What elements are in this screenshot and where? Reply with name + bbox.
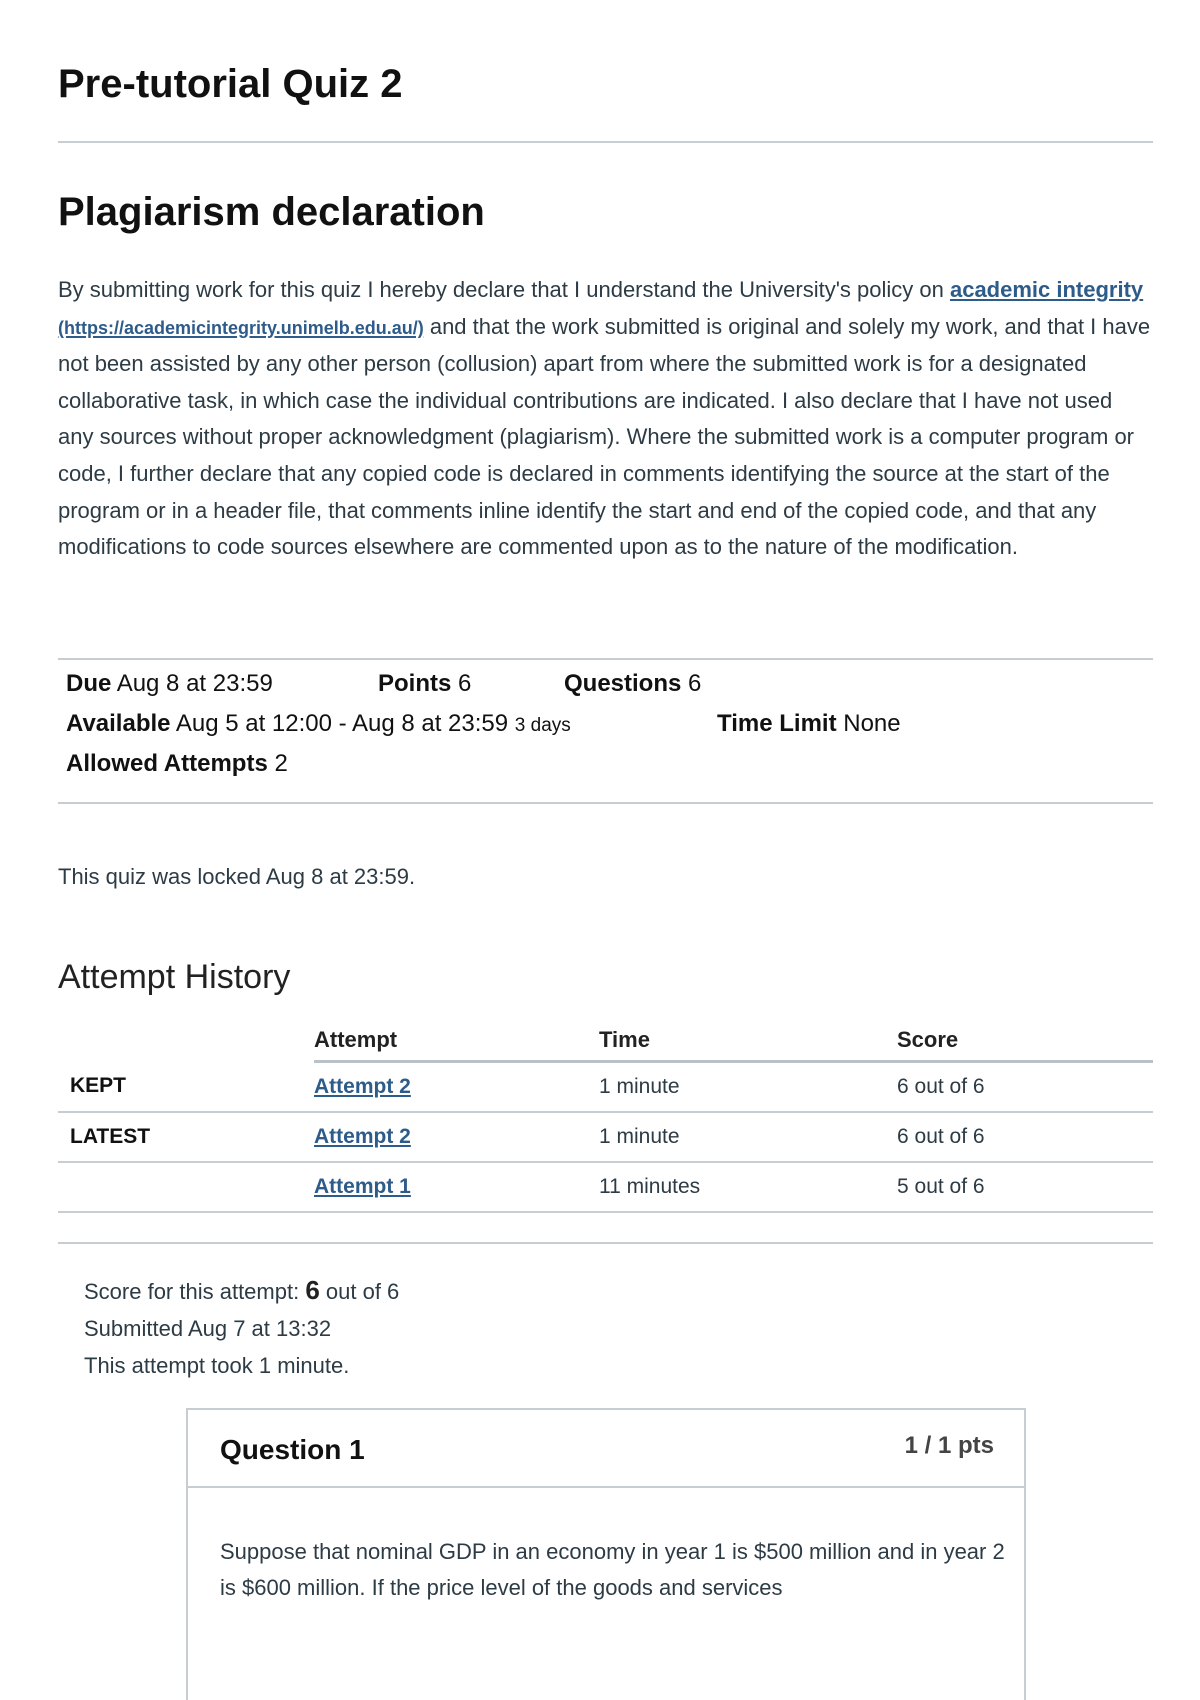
question-text: Suppose that nominal GDP in an economy in year 1 is $500 million and in year 2 is $600 million. If the price level of the goods and services [220, 1539, 1005, 1600]
attempt-time: 1 minute [599, 1112, 897, 1162]
attempt-link[interactable]: Attempt 1 [314, 1175, 411, 1198]
available-label: Available [66, 710, 171, 737]
question-title: Question 1 [220, 1434, 365, 1465]
attempt-link[interactable]: Attempt 2 [314, 1075, 411, 1098]
time-limit-value: None [843, 710, 901, 737]
column-header-time: Time [599, 1020, 897, 1062]
declaration-heading: Plagiarism declaration [58, 190, 485, 234]
column-header-attempt: Attempt [314, 1020, 599, 1062]
available-value: Aug 5 at 12:00 - Aug 8 at 23:59 [175, 710, 509, 737]
table-row [58, 1162, 1153, 1212]
question-card [186, 1408, 1026, 1700]
attempt-score: 5 out of 6 [897, 1162, 1153, 1212]
divider [58, 658, 1153, 660]
column-header-score: Score [897, 1020, 1153, 1062]
time-limit-label: Time Limit [717, 710, 837, 737]
attempt-score: 6 out of 6 [897, 1062, 1153, 1113]
divider [58, 141, 1153, 143]
time-limit-detail [717, 710, 901, 750]
allowed-attempts-label: Allowed Attempts [66, 750, 268, 777]
attempt-time: 1 minute [599, 1062, 897, 1113]
points-value: 6 [458, 670, 472, 697]
attempt-score-line [84, 1272, 399, 1310]
attempt-tag [58, 1162, 314, 1212]
attempt-score-prefix: Score for this attempt: [84, 1279, 306, 1304]
column-header-tag [58, 1020, 314, 1062]
page-title: Pre-tutorial Quiz 2 [58, 62, 403, 106]
attempt-summary [84, 1272, 399, 1384]
attempt-history-heading: Attempt History [58, 958, 291, 996]
divider [58, 1242, 1153, 1244]
divider [58, 802, 1153, 804]
due-detail [66, 670, 273, 710]
attempt-time: 11 minutes [599, 1162, 897, 1212]
due-value: Aug 8 at 23:59 [116, 670, 273, 697]
attempt-history-table [58, 1020, 1153, 1213]
attempt-cell [314, 1112, 599, 1162]
points-detail [378, 670, 471, 710]
academic-integrity-link-url: (https://academicintegrity.unimelb.edu.au/) [58, 317, 424, 338]
attempt-tag: LATEST [58, 1112, 314, 1162]
attempt-tag: KEPT [58, 1062, 314, 1113]
attempt-submitted: Submitted Aug 7 at 13:32 [84, 1316, 332, 1341]
allowed-attempts-detail [66, 750, 288, 790]
attempt-link[interactable]: Attempt 2 [314, 1125, 411, 1148]
question-points: 1 / 1 pts [904, 1432, 994, 1459]
attempt-cell [314, 1062, 599, 1113]
declaration-text [58, 272, 1153, 566]
declaration-text-after-link: and that the work submitted is original and solely my work, and that I have not been assisted by any other person (collusion) apart from where the submitted work is for a designated collaborative task, in which case the individual contributions are indicated. I also declare that I have not used any sources without proper acknowledgment (plagiarism). Where the submitted work is a computer program or code, I further declare that any copied code is declared in comments identifying the source at the start of the program or in a header file, that comments inline identify the start and end of the copied code, and that any modifications to code sources elsewhere are commented upon as to the nature of the modification. [58, 313, 1151, 560]
allowed-attempts-value: 2 [274, 750, 288, 777]
academic-integrity-link-label: academic integrity [949, 277, 1144, 302]
due-label: Due [66, 670, 112, 697]
table-header-row [58, 1020, 1153, 1062]
questions-value: 6 [688, 670, 702, 697]
attempt-cell [314, 1162, 599, 1212]
locked-notice: This quiz was locked Aug 8 at 23:59. [58, 864, 416, 889]
declaration-text-before-link: By submitting work for this quiz I hereby declare that I understand the University's policy on [58, 277, 950, 302]
attempt-score-value: 6 [305, 1275, 320, 1305]
question-header [188, 1410, 1024, 1488]
available-detail [66, 710, 571, 750]
points-label: Points [378, 670, 452, 697]
attempt-duration: This attempt took 1 minute. [84, 1353, 350, 1378]
available-duration: 3 days [514, 715, 571, 736]
attempt-score-suffix: out of 6 [319, 1279, 400, 1304]
attempt-score: 6 out of 6 [897, 1112, 1153, 1162]
table-row [58, 1062, 1153, 1113]
questions-label: Questions [564, 670, 682, 697]
questions-detail [564, 670, 701, 710]
table-row [58, 1112, 1153, 1162]
